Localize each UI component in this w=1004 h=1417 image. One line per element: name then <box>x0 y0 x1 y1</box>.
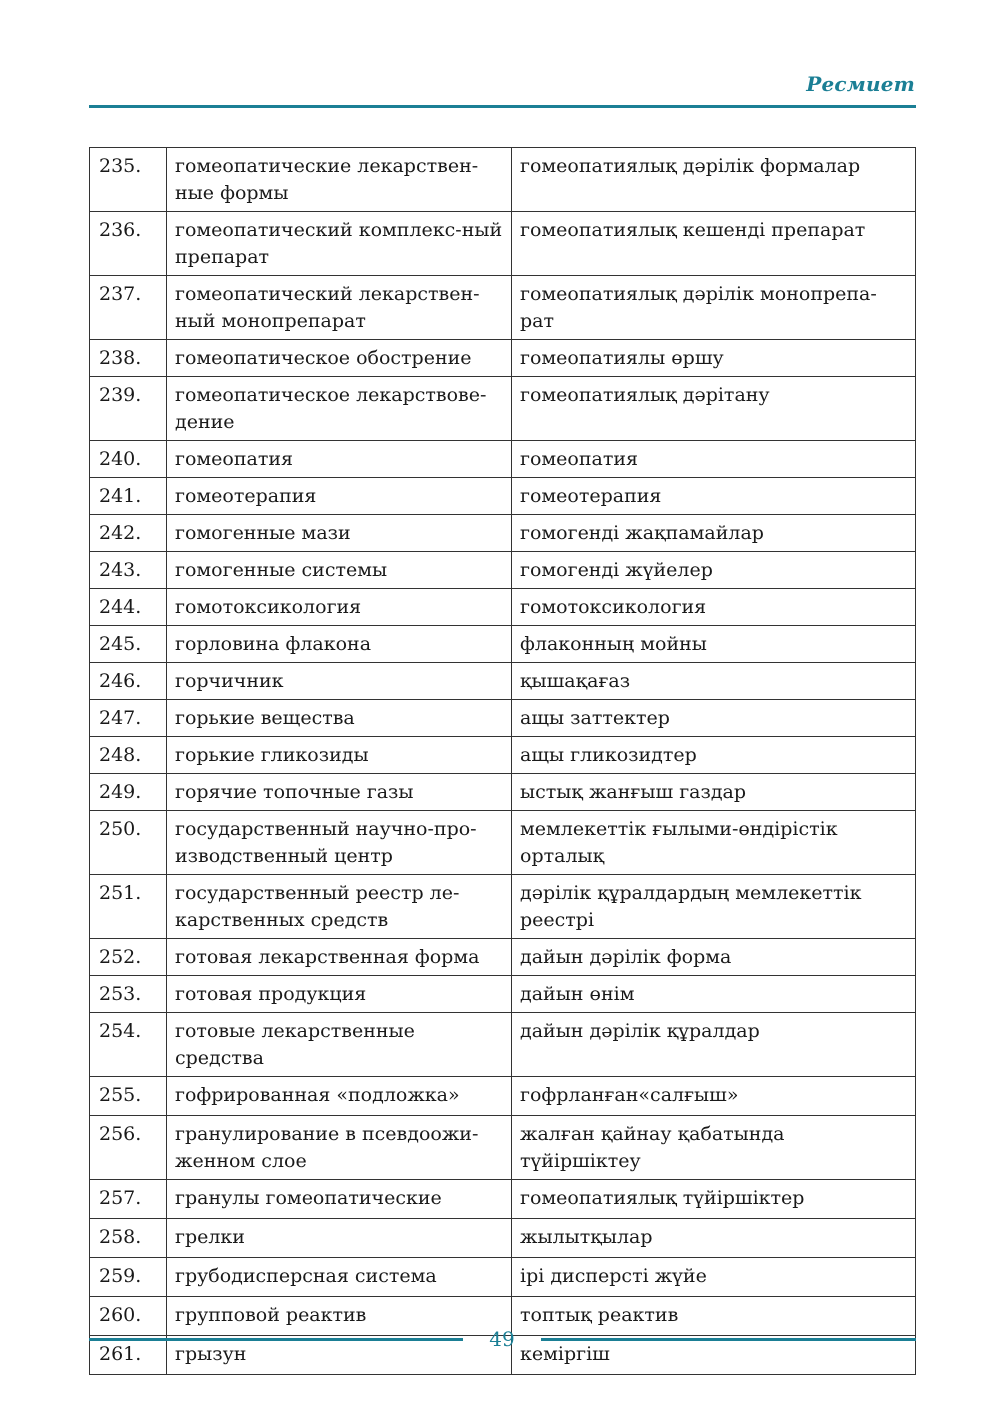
term-russian: горячие топочные газы <box>167 774 512 811</box>
term-kazakh: дайын дәрілік форма <box>512 939 916 976</box>
glossary-table <box>89 147 916 1375</box>
term-russian: грызун <box>167 1336 512 1375</box>
table-row <box>90 875 916 939</box>
table-row <box>90 441 916 478</box>
term-russian: горловина флакона <box>167 626 512 663</box>
table-row <box>90 515 916 552</box>
table-row <box>90 663 916 700</box>
table-row <box>90 148 916 212</box>
term-russian: готовая продукция <box>167 976 512 1013</box>
term-russian: горькие вещества <box>167 700 512 737</box>
table-row <box>90 1258 916 1297</box>
term-russian: гомогенные системы <box>167 552 512 589</box>
glossary-table-body <box>90 148 916 1375</box>
term-number: 251. <box>90 875 167 939</box>
table-row <box>90 939 916 976</box>
table-row <box>90 1077 916 1116</box>
term-russian: гофрированная «подложка» <box>167 1077 512 1116</box>
term-number: 250. <box>90 811 167 875</box>
term-kazakh: гомогенді жүйелер <box>512 552 916 589</box>
term-russian: гомеопатия <box>167 441 512 478</box>
term-number: 261. <box>90 1336 167 1375</box>
term-number: 239. <box>90 377 167 441</box>
term-kazakh: ащы заттектер <box>512 700 916 737</box>
term-russian: государственный реестр ле-карственных средств <box>167 875 512 939</box>
term-kazakh: гомеопатиялық дәрілік формалар <box>512 148 916 212</box>
term-russian: грелки <box>167 1219 512 1258</box>
table-row <box>90 737 916 774</box>
footer-divider-left <box>89 1338 463 1341</box>
term-number: 256. <box>90 1116 167 1180</box>
term-kazakh: гомотоксикология <box>512 589 916 626</box>
term-kazakh: флаконның мойны <box>512 626 916 663</box>
term-number: 259. <box>90 1258 167 1297</box>
table-row <box>90 478 916 515</box>
term-russian: грубодисперсная система <box>167 1258 512 1297</box>
term-number: 257. <box>90 1180 167 1219</box>
table-row <box>90 276 916 340</box>
term-number: 245. <box>90 626 167 663</box>
table-row <box>90 976 916 1013</box>
term-number: 236. <box>90 212 167 276</box>
table-row <box>90 552 916 589</box>
term-russian: горчичник <box>167 663 512 700</box>
term-number: 244. <box>90 589 167 626</box>
term-number: 242. <box>90 515 167 552</box>
term-kazakh: гомеопатиялық түйіршіктер <box>512 1180 916 1219</box>
table-row <box>90 1180 916 1219</box>
table-row <box>90 340 916 377</box>
term-number: 238. <box>90 340 167 377</box>
table-row <box>90 1219 916 1258</box>
term-kazakh: ірі дисперсті жүйе <box>512 1258 916 1297</box>
term-russian: гранулы гомеопатические <box>167 1180 512 1219</box>
term-kazakh: ащы гликозидтер <box>512 737 916 774</box>
term-kazakh: гомеопатиялық дәрітану <box>512 377 916 441</box>
term-number: 248. <box>90 737 167 774</box>
table-row <box>90 212 916 276</box>
term-russian: гомеопатический комплекс-ный препарат <box>167 212 512 276</box>
table-row <box>90 626 916 663</box>
term-kazakh: гомогенді жақпамайлар <box>512 515 916 552</box>
term-kazakh: дайын өнім <box>512 976 916 1013</box>
table-row <box>90 811 916 875</box>
term-number: 252. <box>90 939 167 976</box>
term-kazakh: гомеопатия <box>512 441 916 478</box>
running-header-title: Ресмиет <box>806 72 915 96</box>
term-number: 249. <box>90 774 167 811</box>
term-kazakh: гомеопатиялық дәрілік монопрепа-рат <box>512 276 916 340</box>
term-kazakh: гомеопатиялы өршу <box>512 340 916 377</box>
term-kazakh: гомеопатиялық кешенді препарат <box>512 212 916 276</box>
term-russian: гомеопатические лекарствен-ные формы <box>167 148 512 212</box>
table-row <box>90 1013 916 1077</box>
table-row <box>90 700 916 737</box>
term-russian: гомеопатическое обострение <box>167 340 512 377</box>
term-number: 240. <box>90 441 167 478</box>
term-russian: гомеопатическое лекарствове-дение <box>167 377 512 441</box>
term-number: 258. <box>90 1219 167 1258</box>
term-kazakh: мемлекеттік ғылыми-өндірістік орталық <box>512 811 916 875</box>
footer-divider-right <box>541 1338 916 1341</box>
term-kazakh: гофрланған«салғыш» <box>512 1077 916 1116</box>
term-russian: гомотоксикология <box>167 589 512 626</box>
term-russian: гомогенные мази <box>167 515 512 552</box>
term-russian: гомеопатический лекарствен-ный монопрепарат <box>167 276 512 340</box>
term-kazakh: ыстық жанғыш газдар <box>512 774 916 811</box>
term-kazakh: дайын дәрілік құралдар <box>512 1013 916 1077</box>
term-russian: гранулирование в псевдоожи-женном слое <box>167 1116 512 1180</box>
term-russian: горькие гликозиды <box>167 737 512 774</box>
header-divider <box>89 105 916 108</box>
table-row <box>90 589 916 626</box>
term-kazakh: топтық реактив <box>512 1297 916 1336</box>
term-number: 237. <box>90 276 167 340</box>
table-row <box>90 1116 916 1180</box>
term-number: 255. <box>90 1077 167 1116</box>
term-russian: гомеотерапия <box>167 478 512 515</box>
term-kazakh: дәрілік құралдардың мемлекеттік реестрі <box>512 875 916 939</box>
term-kazakh: жылытқылар <box>512 1219 916 1258</box>
term-number: 243. <box>90 552 167 589</box>
term-number: 260. <box>90 1297 167 1336</box>
term-kazakh: гомеотерапия <box>512 478 916 515</box>
term-number: 254. <box>90 1013 167 1077</box>
term-russian: государственный научно-про-изводственный центр <box>167 811 512 875</box>
term-kazakh: жалған қайнау қабатында түйіршіктеу <box>512 1116 916 1180</box>
term-number: 235. <box>90 148 167 212</box>
term-russian: готовые лекарственные средства <box>167 1013 512 1077</box>
term-number: 253. <box>90 976 167 1013</box>
term-number: 241. <box>90 478 167 515</box>
term-number: 247. <box>90 700 167 737</box>
page-number: 49 <box>489 1327 515 1351</box>
table-row <box>90 774 916 811</box>
term-kazakh: қышақағаз <box>512 663 916 700</box>
term-number: 246. <box>90 663 167 700</box>
term-kazakh: кеміргіш <box>512 1336 916 1375</box>
term-russian: готовая лекарственная форма <box>167 939 512 976</box>
table-row <box>90 377 916 441</box>
term-russian: групповой реактив <box>167 1297 512 1336</box>
